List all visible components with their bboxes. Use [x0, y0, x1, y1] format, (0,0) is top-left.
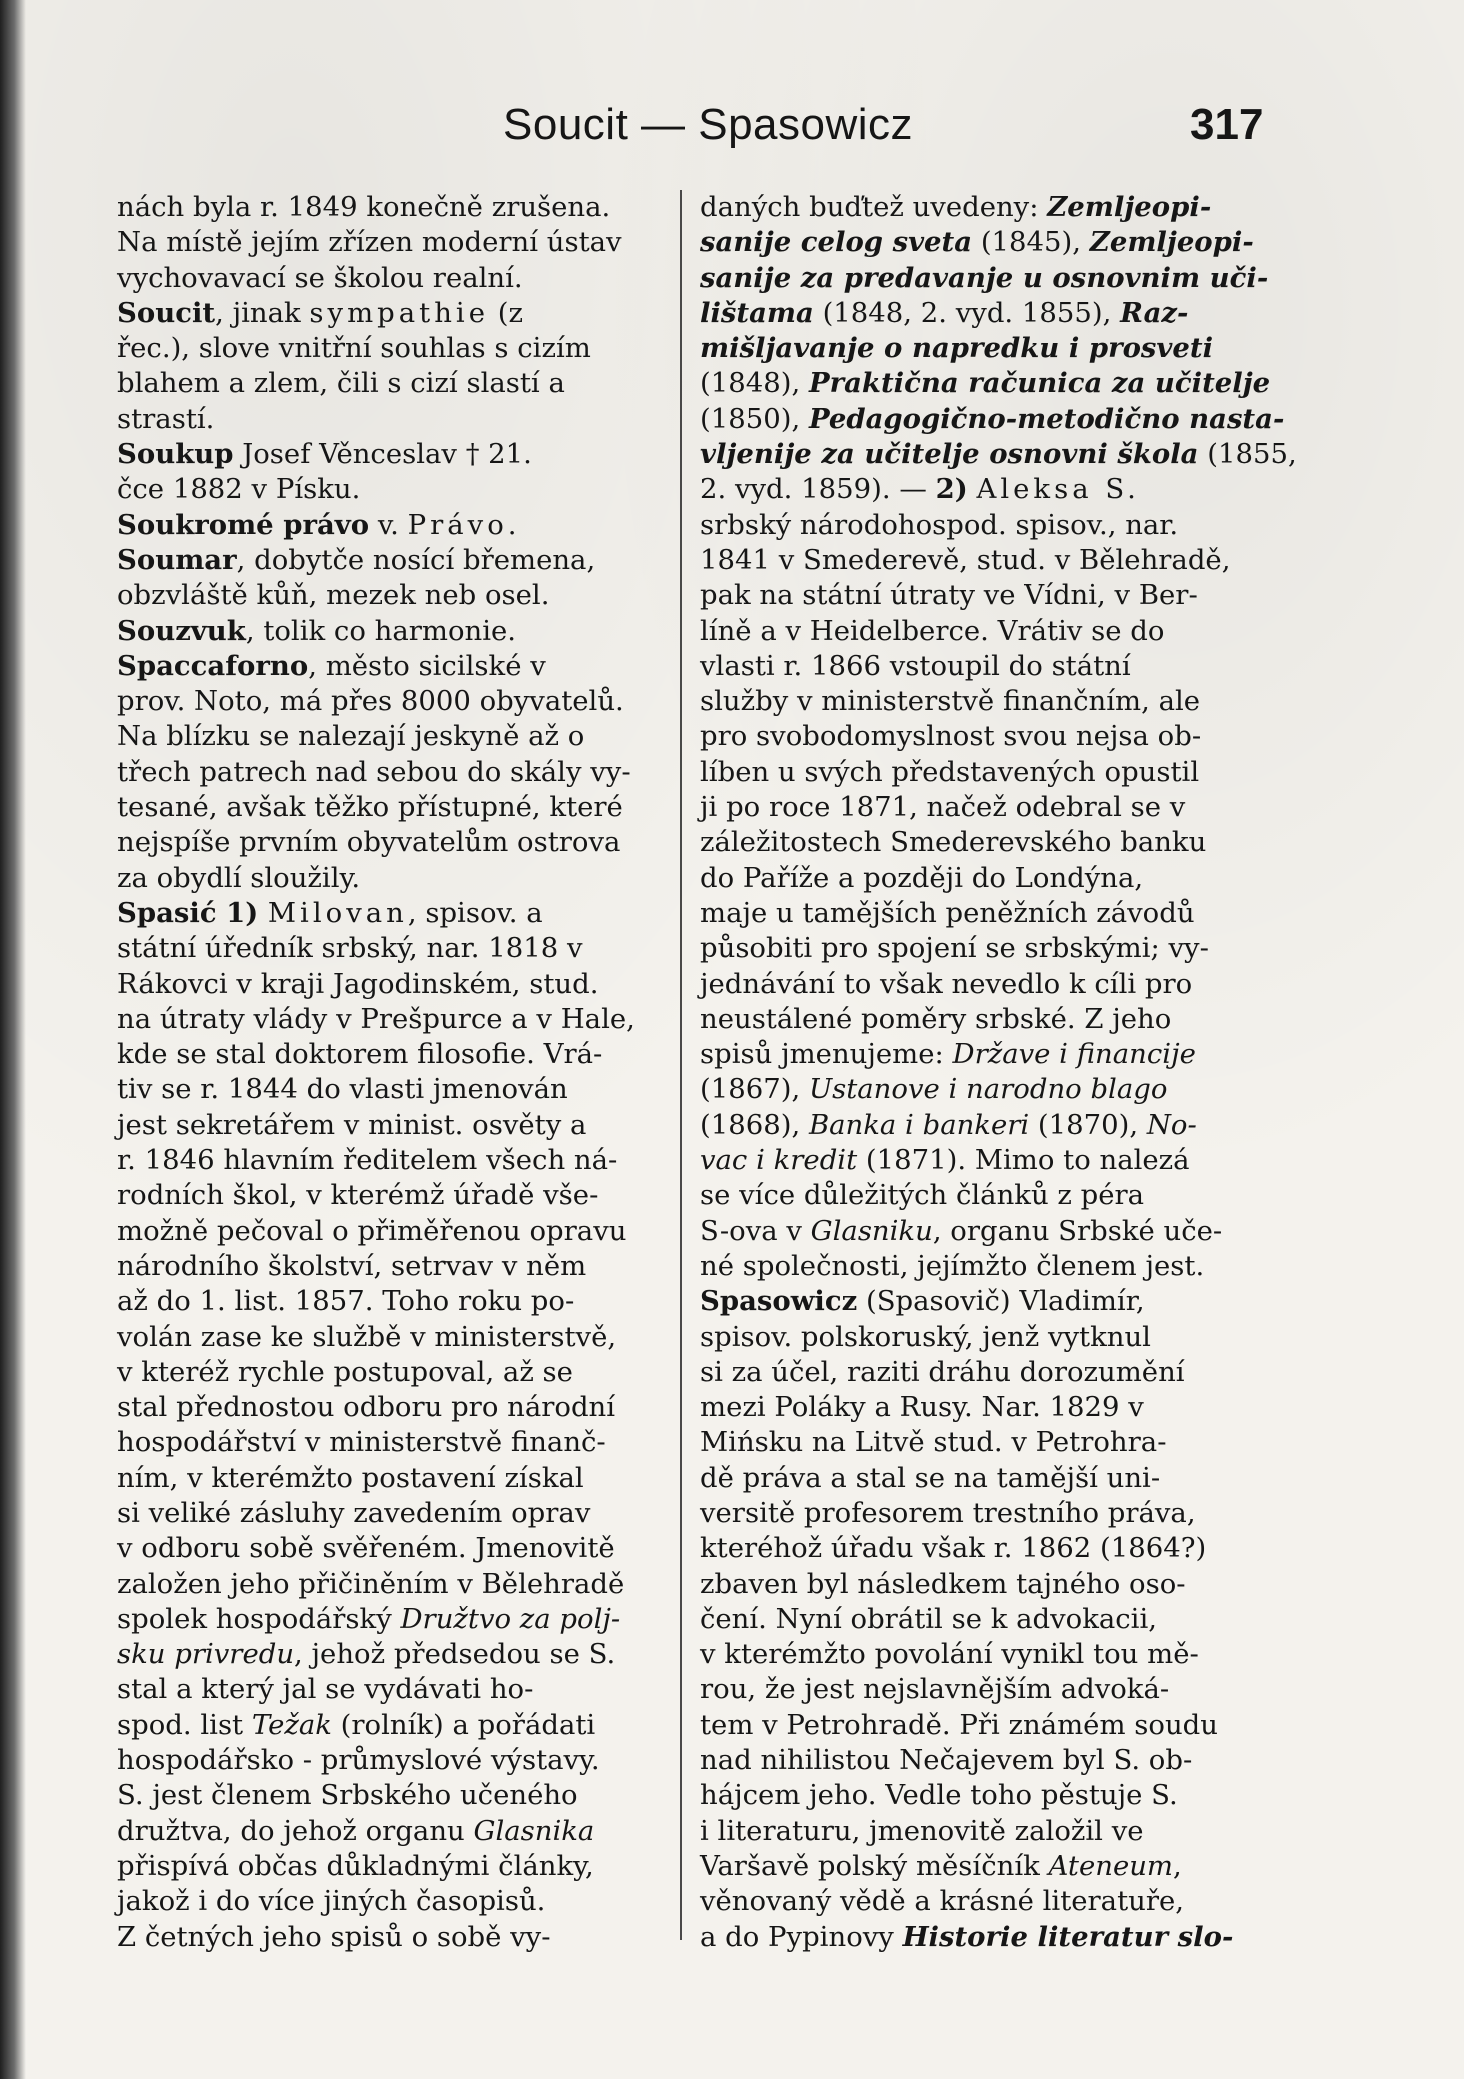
text-run: , jehož předsedou se S. [294, 1638, 616, 1671]
text-line [700, 261, 1269, 296]
italic-title: Države i financije [952, 1038, 1196, 1071]
text-line: nách byla r. 1849 konečně zrušena. [117, 191, 611, 223]
text-line: věnovaný vědě a krásné literatuře, [700, 1885, 1184, 1918]
entry-headword: Soukromé právo [117, 508, 370, 541]
text-line: vychovavací se školou realní. [117, 261, 523, 294]
text-run: družtva, do jehož organu [117, 1814, 474, 1847]
text-line: Rákovci v kraji Jagodinském, stud. [117, 967, 599, 1000]
text-line: neustálené poměry srbské. Z jeho [700, 1002, 1172, 1035]
entry-soukup [117, 437, 667, 472]
text-line: volán zase ke službě v ministerstvě, [117, 1320, 617, 1353]
text-line: do Paříže a později do Londýna, [700, 861, 1144, 894]
right-column [700, 190, 1297, 1955]
spaced-term: Aleksa S. [976, 473, 1140, 506]
text-line: zbaven byl následkem tajného oso- [700, 1567, 1186, 1600]
text-line: pro svobodomyslnost svou nejsa ob- [700, 720, 1202, 753]
italic-title: vac i kredit [700, 1144, 858, 1177]
text-line [700, 437, 1297, 472]
text-run: , spisov. a [407, 896, 543, 929]
text-line: přispívá občas důkladnými články, [117, 1849, 594, 1882]
text-line [700, 1143, 1255, 1178]
text-line: 1841 v Smederevě, stud. v Bělehradě, [700, 543, 1231, 576]
text-line: S. jest členem Srbského učeného [117, 1779, 578, 1812]
spaced-term: Právo [407, 508, 508, 541]
italic-title: Glasnika [473, 1814, 595, 1847]
text-line: čce 1882 v Písku. [117, 473, 361, 506]
text-line: strastí. [117, 402, 215, 435]
spaced-term: Milovan [267, 896, 408, 929]
text-run: , jinak [215, 296, 310, 329]
italic-title: Zemljeopi- [1047, 191, 1212, 223]
entry-headword: Spaccaforno [117, 649, 309, 682]
text-line [700, 1214, 1255, 1249]
italic-title: sanije za predavanje u osnovnim uči- [700, 261, 1269, 294]
text-line: rou, že jest nejslavnějším advoká- [700, 1673, 1170, 1706]
italic-title: Zemljeopi- [1089, 226, 1254, 259]
text-run: v. [369, 508, 408, 541]
entry-spaccaforno [117, 649, 667, 684]
italic-title: Družtvo za polj- [400, 1602, 621, 1635]
text-run: , dobytče nosící břemena, [236, 543, 596, 576]
text-run: spolek hospodářský [117, 1602, 401, 1635]
text-run: (1870), [1029, 1108, 1147, 1141]
text-line: až do 1. list. 1857. Toho roku po- [117, 1285, 575, 1318]
text-line: kteréhož úřadu však r. 1862 (1864?) [700, 1532, 1207, 1565]
text-run: (1855, [1198, 438, 1297, 471]
text-line: i literaturu, jmenovitě založil ve [700, 1814, 1144, 1847]
text-line: pak na státní útraty ve Vídni, v Ber- [700, 579, 1198, 612]
text-line: nad nihilistou Nečajevem byl S. ob- [700, 1744, 1193, 1777]
text-line: si za účel, raziti dráhu dorozumění [700, 1355, 1185, 1388]
text-run: (z [488, 296, 523, 329]
text-line [700, 366, 1271, 401]
text-run: (1871). Mimo to nalezá [857, 1144, 1190, 1177]
text-line: stal přednostou odboru pro národní [117, 1391, 616, 1424]
text-line: v kterémžto povolání vynikl tou mě- [700, 1638, 1199, 1671]
entry-headword: Soumar [117, 543, 237, 576]
text-run: 2. vyd. 1859). — [700, 473, 936, 506]
entry-soumar [117, 543, 667, 578]
entry-headword: Souzvuk [117, 614, 246, 647]
text-run: (rolník) a pořádati [331, 1708, 596, 1741]
text-line: se více důležitých článků z péra [700, 1179, 1145, 1212]
text-line [700, 1037, 1255, 1072]
text-run: Josef Věnceslav † 21. [233, 438, 532, 471]
entry-headword: Spasić [117, 896, 217, 929]
text-run: , tolik co harmonie. [245, 614, 517, 647]
italic-title: Glasniku [810, 1214, 933, 1247]
text-run: (1850), [700, 402, 809, 435]
text-line: za obydlí sloužily. [117, 861, 361, 894]
text-run: (1848, 2. vyd. 1855), [813, 296, 1121, 329]
text-line: maje u tamějších peněžních závodů [700, 896, 1195, 929]
text-line: mezi Poláky a Rusy. Nar. 1829 v [700, 1391, 1144, 1424]
left-column [117, 190, 667, 1955]
text-run: S-ova v [700, 1214, 811, 1247]
text-line: né společnosti, jejímžto členem jest. [700, 1249, 1205, 1282]
italic-title: mišljavanje o napredku i prosveti [700, 332, 1214, 365]
text-line: státní úředník srbský, nar. 1818 v [117, 932, 583, 965]
text-line: versitě profesorem trestního práva, [700, 1496, 1196, 1529]
entry-headword: Spasowicz [700, 1285, 858, 1318]
text-run: (1845), [972, 226, 1090, 259]
italic-title: Raz- [1120, 296, 1189, 329]
text-line: ním, v kterémžto postavení získal [117, 1461, 584, 1494]
text-run: (1868), [700, 1108, 809, 1141]
italic-title: No- [1146, 1108, 1197, 1141]
italic-title: Historie literatur slo- [902, 1920, 1234, 1953]
text-line: si veliké zásluhy zavedením oprav [117, 1496, 591, 1529]
entry-soucit [117, 296, 667, 331]
text-line [700, 402, 1285, 437]
text-line [700, 296, 1255, 331]
text-line: řec.), slove vnitřní souhlas s cizím [117, 332, 591, 365]
text-run: (Spasovič) Vladimír, [857, 1285, 1145, 1318]
italic-title: sanije celog sveta [700, 226, 973, 259]
text-line: blahem a zlem, čili s cizí slastí a [117, 367, 565, 400]
text-line: hospodářství v ministerstvě finanč- [117, 1426, 606, 1459]
text-line: možně pečoval o přiměřenou opravu [117, 1214, 627, 1247]
text-line: tem v Petrohradě. Při známém soudu [700, 1708, 1218, 1741]
text-line: služby v ministerstvě finančním, ale [700, 685, 1201, 718]
text-line: dě práva a stal se na tamější uni- [700, 1461, 1161, 1494]
text-run: , město sicilské v [308, 649, 546, 682]
page-header [0, 100, 1464, 160]
text-line: Z četných jeho spisů o sobě vy- [117, 1920, 551, 1953]
text-run: (1848), [700, 367, 809, 400]
entry-aleksa [700, 472, 1255, 507]
text-line: na útraty vlády v Prešpurce a v Hale, [117, 1002, 635, 1035]
text-line [700, 1849, 1255, 1884]
text-line: prov. Noto, má přes 8000 obyvatelů. [117, 685, 624, 718]
text-line: v odboru sobě svěřeném. Jmenovitě [117, 1532, 615, 1565]
italic-title: Praktična računica za učitelje [808, 367, 1271, 400]
text-run: . [507, 508, 517, 541]
text-line: hájcem jeho. Vedle toho pěstuje S. [700, 1779, 1178, 1812]
text-line [700, 225, 1255, 260]
text-run: , [1173, 1849, 1182, 1882]
text-line [117, 1708, 667, 1743]
entry-number: 1) [216, 896, 268, 929]
text-line: kde se stal doktorem filosofie. Vrá- [117, 1038, 603, 1071]
text-line [700, 331, 1255, 366]
text-line: třech patrech nad sebou do skály vy- [117, 755, 631, 788]
text-line: jednávání to však nevedlo k cíli pro [700, 967, 1193, 1000]
text-line: líně a v Heidelberce. Vrátiv se do [700, 614, 1165, 647]
text-line: stal a který jal se vydávati ho- [117, 1673, 534, 1706]
text-line [117, 1602, 667, 1637]
text-line: r. 1846 hlavním ředitelem všech ná- [117, 1144, 618, 1177]
spaced-term: sympathie [309, 296, 489, 329]
entry-number: 2) [935, 473, 968, 506]
text-line: nejspíše prvním obyvatelům ostrova [117, 826, 621, 859]
text-line: tiv se r. 1844 do vlasti jmenován [117, 1073, 568, 1106]
text-run: , organu Srbské uče- [932, 1214, 1223, 1247]
text-line: záležitostech Smederevského banku [700, 826, 1207, 859]
italic-title: Banka i bankeri [808, 1108, 1030, 1141]
text-line: rodních škol, v kterémž úřadě vše- [117, 1179, 599, 1212]
text-line: tesané, avšak těžko přístupné, které [117, 791, 623, 824]
entry-headword: Soucit [117, 296, 216, 329]
text-run: spisů jmenujeme: [700, 1038, 953, 1071]
page-number: 317 [1190, 100, 1264, 149]
text-run: daných buďtež uvedeny: [700, 191, 1048, 223]
column-divider [680, 190, 682, 1940]
text-line: v kteréž rychle postupoval, až se [117, 1355, 573, 1388]
text-line: spisov. polskoruský, jenž vytknul [700, 1320, 1151, 1353]
page-binding-edge [0, 0, 26, 2079]
text-line: Na blízku se nalezají jeskyně až o [117, 720, 585, 753]
text-line: založen jeho přičiněním v Bělehradě [117, 1567, 625, 1600]
text-line [700, 190, 1255, 225]
italic-title: sku privredu [117, 1638, 295, 1671]
text-line: hospodářsko - průmyslové výstavy. [117, 1744, 600, 1777]
text-line: Na místě jejím zřízen moderní ústav [117, 226, 622, 259]
entry-headword: Soukup [117, 438, 234, 471]
text-line: obzvláště kůň, mezek neb osel. [117, 579, 550, 612]
italic-title: lištama [700, 296, 814, 329]
text-line: vlasti r. 1866 vstoupil do státní [700, 649, 1131, 682]
text-run: (1867), [700, 1073, 809, 1106]
text-line: srbský národohospod. spisov., nar. [700, 508, 1179, 541]
text-line: jakož i do více jiných časopisů. [117, 1885, 546, 1918]
italic-title: Ustanove i narodno blago [808, 1073, 1168, 1106]
italic-title: vljenije za učitelje osnovni škola [700, 438, 1199, 471]
text-line: jest sekretářem v minist. osvěty a [117, 1108, 587, 1141]
running-title: Soucit — Spasowicz [503, 100, 914, 149]
text-line [117, 1637, 667, 1672]
entry-spasowicz [700, 1284, 1255, 1319]
text-line: Mińsku na Litvě stud. v Petrohra- [700, 1426, 1167, 1459]
text-line [117, 1814, 667, 1849]
text-line [700, 1072, 1255, 1107]
text-line: líben u svých představených opustil [700, 755, 1200, 788]
entry-spasic [117, 896, 667, 931]
text-line: národního školství, setrvav v něm [117, 1249, 587, 1282]
italic-title: Težak [251, 1708, 332, 1741]
text-run: a do Pypinovy [700, 1920, 903, 1953]
entry-souzvuk [117, 614, 667, 649]
text-line [700, 1920, 1255, 1955]
text-line [700, 1108, 1255, 1143]
text-run: Varšavě polský měsíčník [700, 1849, 1049, 1882]
text-line: působiti pro spojení se srbskými; vy- [700, 932, 1209, 965]
italic-title: Pedagogično-metodično nasta- [808, 402, 1285, 435]
text-line: čení. Nyní obrátil se k advokacii, [700, 1602, 1158, 1635]
italic-title: Ateneum [1048, 1849, 1174, 1882]
entry-soukrome-pravo [117, 508, 667, 543]
text-run: spod. list [117, 1708, 252, 1741]
text-line: ji po roce 1871, načež odebral se v [700, 791, 1186, 824]
